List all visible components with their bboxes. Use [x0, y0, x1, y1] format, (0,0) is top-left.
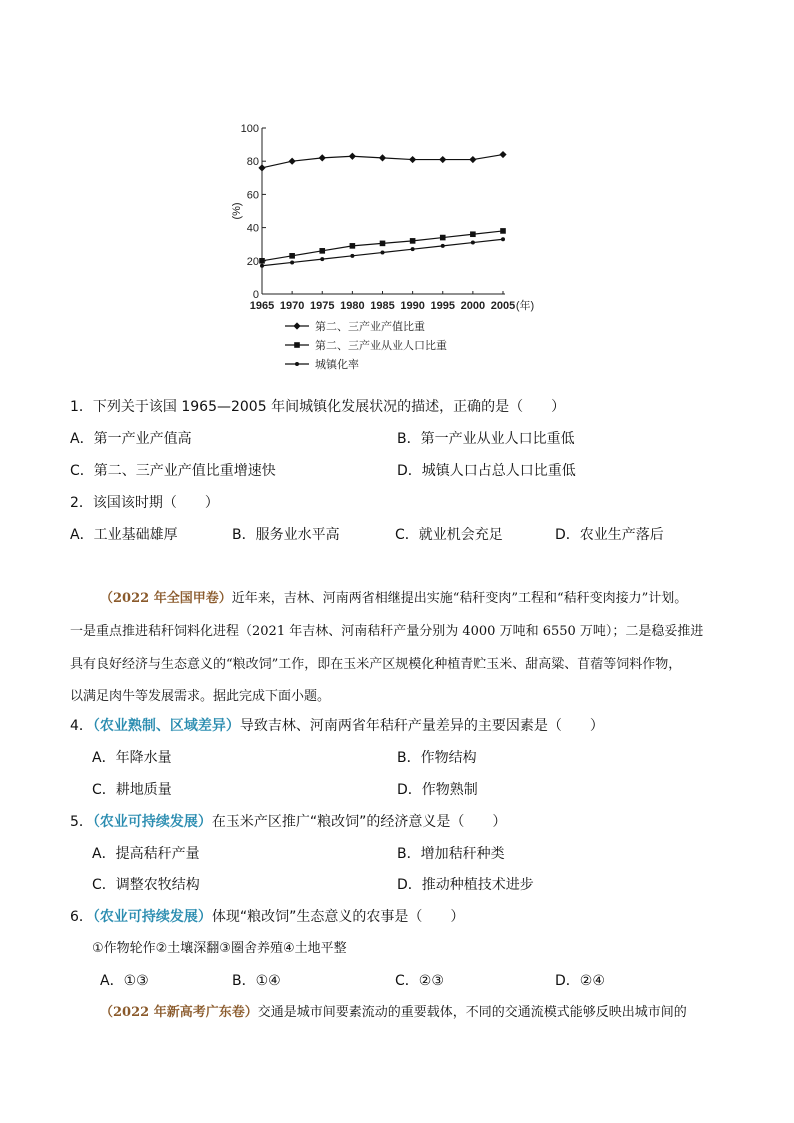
y-tick-label: 100 [240, 123, 259, 135]
legend-item-3 [285, 357, 359, 371]
square-marker [380, 241, 386, 247]
q5-option-b[interactable]: B．增加秸秆种类 [397, 846, 505, 862]
y-tick-label: 60 [246, 189, 259, 202]
diamond-marker [293, 322, 300, 329]
legend-item-2 [285, 338, 447, 352]
line-chart [225, 118, 555, 378]
x-tick-label: 1970 [279, 300, 305, 312]
square-marker [500, 228, 506, 234]
x-tick-label: 2000 [460, 300, 486, 312]
legend-item-1 [285, 319, 425, 333]
q6-option-c[interactable]: C．②③ [395, 973, 444, 989]
dot-marker [471, 241, 475, 245]
diamond-marker [319, 154, 326, 161]
y-tick-label: 0 [252, 289, 259, 301]
chart-axes [231, 123, 534, 312]
dot-marker [320, 257, 324, 261]
q4-option-d[interactable]: D．作物熟制 [397, 782, 478, 798]
q2-option-d[interactable]: D．农业生产落后 [555, 527, 664, 543]
q1-option-a[interactable]: A．第一产业产值高 [70, 431, 192, 447]
diamond-marker [379, 154, 386, 161]
q2-option-a[interactable]: A．工业基础雄厚 [70, 527, 178, 543]
q4-tag: （农业熟制、区域差异） [92, 718, 240, 734]
q2-option-c[interactable]: C．就业机会充足 [395, 527, 503, 543]
chart-legend [285, 319, 447, 371]
dot-marker [295, 362, 299, 366]
q5-stem-line: 5．（农业可持续发展）在玉米产区推广“粮改饲”的经济意义是（ ） [70, 814, 507, 830]
q4-option-b[interactable]: B．作物结构 [397, 750, 477, 766]
diamond-marker [499, 151, 506, 158]
dot-marker [441, 244, 445, 248]
x-tick-label: 1995 [430, 300, 455, 312]
q4-stem-line: 4．（农业熟制、区域差异）导致吉林、河南两省年秸秆产量差异的主要因素是（ ） [70, 718, 604, 734]
q1-option-c[interactable]: C．第二、三产业产值比重增速快 [70, 463, 276, 479]
dot-marker [350, 254, 354, 258]
q1-stem: 1．下列关于该国 1965—2005 年间城镇化发展状况的描述，正确的是（ ） [70, 399, 566, 415]
q6-option-a[interactable]: A．①③ [100, 973, 149, 989]
q6-option-b[interactable]: B．①④ [232, 973, 281, 989]
square-marker [319, 248, 325, 254]
dot-marker [260, 264, 264, 268]
x-tick-label: 1990 [400, 300, 425, 312]
q1-option-d[interactable]: D．城镇人口占总人口比重低 [397, 463, 576, 479]
q2-option-b[interactable]: B．服务业水平高 [232, 527, 340, 543]
square-marker [410, 238, 416, 244]
q5-option-c[interactable]: C．调整农牧结构 [92, 877, 200, 893]
square-marker [440, 235, 446, 241]
chart-series [258, 151, 506, 268]
legend-label: 城镇化率 [315, 359, 359, 371]
x-tick-label: 1985 [370, 300, 395, 312]
passage1-line4: 以满足肉牛等发展需求。据此完成下面小题。 [70, 689, 331, 704]
y-axis-label: (%) [231, 202, 243, 220]
q5-option-d[interactable]: D．推动种植技术进步 [397, 877, 534, 893]
y-tick-label: 80 [246, 156, 259, 169]
q6-stem-line: 6．（农业可持续发展）体现“粮改饲”生态意义的农事是（ ） [70, 909, 465, 925]
square-marker [259, 258, 265, 264]
square-marker [470, 231, 476, 237]
passage2-line1: （2022 年新高考广东卷）交通是城市间要素流动的重要载体，不同的交通流模式能够反映出城市间的 [100, 1005, 687, 1020]
diamond-marker [289, 158, 296, 165]
q5-option-a[interactable]: A．提高秸秆产量 [92, 846, 200, 862]
diamond-marker [469, 156, 476, 163]
q6-option-d[interactable]: D．②④ [555, 973, 605, 989]
q1-option-b[interactable]: B．第一产业从业人口比重低 [397, 431, 575, 447]
q5-tag: （农业可持续发展） [92, 814, 212, 830]
dot-marker [501, 237, 505, 241]
q2-stem: 2．该国该时期（ ） [70, 495, 219, 511]
q6-tag: （农业可持续发展） [92, 909, 212, 925]
y-tick-label: 20 [246, 255, 259, 268]
x-tick-label: 1980 [340, 300, 365, 312]
series-1 [258, 151, 506, 171]
dot-marker [290, 260, 294, 264]
q4-option-c[interactable]: C．耕地质量 [92, 782, 172, 798]
diamond-marker [409, 156, 416, 163]
dot-marker [381, 251, 385, 255]
square-marker [294, 342, 300, 348]
x-tick-label: 2005 [490, 300, 516, 312]
legend-label: 第二、三产业产值比重 [315, 321, 425, 333]
x-tick-label: 1965 [249, 300, 275, 312]
passage1-line1: （2022 年全国甲卷）近年来，吉林、河南两省相继提出实施“秸秆变肉”工程和“秸秆变肉接力”计划。 [100, 591, 688, 606]
passage1-line2: 一是重点推进秸秆饲料化进程（2021 年吉林、河南秸秆产量分别为 4000 万吨和 6550 万吨）；二是稳妥推进 [70, 624, 704, 639]
q4-option-a[interactable]: A．年降水量 [92, 750, 172, 766]
y-tick-label: 40 [246, 222, 259, 235]
series-2 [259, 228, 506, 263]
dot-marker [411, 247, 415, 251]
x-tick-label: 1975 [310, 300, 335, 312]
diamond-marker [439, 156, 446, 163]
diamond-marker [349, 153, 356, 160]
passage1-line3: 具有良好经济与生态意义的“粮改饲”工作，即在玉米产区规模化种植青贮玉米、甜高粱、苜蓿等饲料作物， [70, 657, 682, 672]
diamond-marker [258, 164, 265, 171]
legend-label: 第二、三产业从业人口比重 [315, 340, 447, 352]
passage2-source: （2022 年新高考广东卷） [100, 1005, 258, 1020]
passage1-source: （2022 年全国甲卷） [100, 591, 232, 606]
square-marker [350, 243, 356, 249]
q6-items: ①作物轮作②土壤深翻③圈舍养殖④土地平整 [92, 941, 347, 956]
square-marker [289, 253, 295, 259]
x-axis-label: (年) [515, 300, 535, 312]
